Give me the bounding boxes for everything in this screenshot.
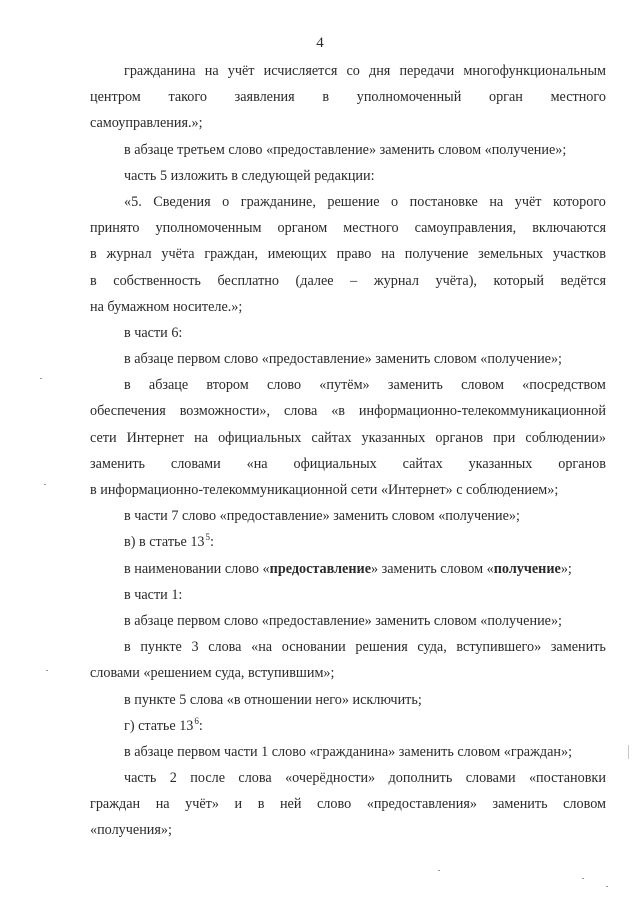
line-text: в абзаце первом части 1 слово «гражданина» заменить словом «граждан»; — [124, 743, 573, 760]
scan-speck — [40, 378, 42, 379]
line-text: в абзаце первом слово «предоставление» заменить словом «получение»; — [124, 612, 562, 629]
word: возможности», — [179, 403, 271, 420]
word: «на — [251, 639, 273, 656]
word: учёт — [227, 63, 255, 79]
superscript: 5 — [205, 532, 211, 543]
word: земельных — [478, 246, 544, 263]
text-line — [90, 163, 606, 189]
word: официальных — [218, 429, 302, 446]
text-line — [90, 268, 606, 294]
line-text: «получения»; — [90, 822, 172, 839]
word: постановке — [409, 193, 478, 210]
word: в — [124, 639, 131, 656]
word: заменить — [387, 377, 443, 394]
word: передачи — [399, 63, 455, 79]
text-line — [90, 634, 606, 660]
scan-speck — [582, 878, 584, 879]
word: ведётся — [560, 272, 606, 289]
text-line — [90, 739, 606, 765]
text-line — [90, 372, 606, 398]
text-part: в наименовании слово « — [124, 560, 270, 577]
word: Интернет — [126, 429, 185, 446]
word: о — [222, 193, 230, 210]
text-line — [90, 477, 606, 503]
word: словом — [461, 377, 504, 394]
word: вступившего» — [456, 639, 542, 656]
word: учёт» — [185, 796, 219, 813]
word: «предоставления» — [366, 796, 477, 813]
text-line — [90, 241, 606, 267]
word: решение — [327, 193, 380, 210]
word: центром — [90, 89, 141, 106]
word: включаются — [532, 220, 606, 237]
text-part: » заменить словом « — [371, 560, 494, 577]
word: основании — [281, 639, 346, 656]
word: «на — [246, 455, 268, 472]
word: журнал — [373, 272, 419, 289]
word: сайтах — [402, 455, 443, 472]
bold-word: предоставление — [269, 560, 371, 577]
word: словом — [563, 796, 606, 813]
word: ней — [279, 796, 302, 813]
word: в — [322, 89, 330, 106]
text-line — [90, 425, 606, 451]
line-text: в части 1: — [124, 586, 183, 603]
word: местного — [343, 220, 399, 237]
word: (далее — [295, 272, 334, 289]
word: – — [350, 272, 358, 289]
text-line — [90, 58, 606, 84]
word: учёт — [514, 193, 542, 210]
word: сети — [90, 429, 117, 446]
word: со — [346, 63, 360, 79]
word: в — [124, 377, 131, 394]
word: бесплатно — [217, 272, 279, 289]
word: заменить — [550, 639, 606, 656]
text-line — [90, 189, 606, 215]
word: орган — [488, 89, 523, 106]
line-text: самоуправления.»; — [90, 115, 203, 132]
scan-speck — [438, 870, 440, 871]
word: который — [493, 272, 544, 289]
item-tail: : — [210, 534, 214, 551]
word: «очерёдности» — [285, 770, 376, 787]
word: «постановки — [528, 770, 606, 787]
page-number: 4 — [316, 35, 324, 51]
word: указанных — [468, 455, 533, 472]
word: право — [336, 246, 372, 263]
scan-speck — [44, 484, 46, 485]
text-line — [90, 817, 606, 843]
item-tail: : — [198, 717, 203, 734]
text-line — [90, 84, 606, 110]
word: учёта), — [435, 272, 477, 289]
word: органов — [558, 455, 606, 472]
word: дополнить — [388, 770, 453, 787]
word: многофункциональным — [463, 63, 606, 79]
word: которого — [552, 193, 606, 210]
word: гражданине, — [240, 193, 316, 210]
document-body — [90, 58, 606, 844]
text-line — [90, 582, 606, 608]
word: органом — [277, 220, 328, 237]
word: принято — [90, 220, 140, 237]
text-line — [90, 556, 606, 582]
word: слова — [208, 639, 242, 656]
text-line — [90, 608, 606, 634]
scan-speck — [628, 745, 629, 759]
text-line — [90, 660, 606, 686]
text-line — [90, 294, 606, 320]
word: «5. — [124, 193, 142, 210]
word: участков — [552, 246, 606, 263]
word: исчисляется — [263, 63, 338, 79]
word: заменить — [90, 455, 146, 472]
article-item — [90, 529, 606, 555]
word: такого — [168, 89, 207, 106]
text-line — [90, 503, 606, 529]
text-line — [90, 791, 606, 817]
word: на — [194, 429, 209, 446]
scan-speck — [46, 670, 48, 671]
word: уполномоченным — [155, 220, 262, 237]
word: имеющих — [267, 246, 327, 263]
word: 3 — [191, 639, 199, 656]
word: пункте — [140, 639, 182, 656]
word: часть — [124, 770, 157, 787]
word: слова — [238, 770, 272, 787]
item-text: г) статье 13 — [124, 717, 194, 734]
word: о — [391, 193, 399, 210]
line-text: в части 7 слово «предоставление» заменить словом «получение»; — [124, 508, 520, 525]
word: граждан — [90, 796, 141, 813]
line-text: в абзаце третьем слово «предоставление» заменить словом «получение»; — [124, 141, 567, 158]
word: органов — [435, 429, 484, 446]
bold-word: получение — [493, 560, 561, 577]
line-text: часть 5 изложить в следующей редакции: — [124, 167, 375, 184]
word: информационно-телекоммуникационной — [358, 403, 606, 420]
word: при — [493, 429, 516, 446]
word: на — [204, 63, 219, 79]
word: официальных — [293, 455, 377, 472]
word: «путём» — [319, 377, 370, 394]
text-part: »; — [560, 560, 572, 577]
word: слово — [317, 796, 352, 813]
word: «в — [331, 403, 345, 420]
text-line — [90, 137, 606, 163]
word: словами — [465, 770, 516, 787]
word: соблюдении» — [525, 429, 606, 446]
text-line — [90, 765, 606, 791]
text-line — [90, 215, 606, 241]
word: заменить — [492, 796, 548, 813]
word: 2 — [169, 770, 177, 787]
word: в — [90, 272, 97, 289]
word: уполномоченный — [356, 89, 462, 106]
word: в — [257, 796, 265, 813]
word: получение — [404, 246, 469, 263]
text-line — [90, 110, 606, 136]
word: словами — [170, 455, 221, 472]
word: слово — [266, 377, 302, 394]
word: абзаце — [148, 377, 189, 394]
scan-speck — [606, 886, 608, 887]
text-line — [90, 398, 606, 424]
word: в — [90, 246, 97, 263]
word: местного — [550, 89, 606, 106]
text-line — [90, 451, 606, 477]
text-line — [90, 346, 606, 372]
word: после — [190, 770, 225, 787]
line-text: на бумажном носителе.»; — [90, 298, 243, 315]
word: собственность — [113, 272, 201, 289]
word: указанных — [361, 429, 426, 446]
word: журнал — [106, 246, 152, 263]
word: на — [489, 193, 504, 210]
line-text: словами «решением суда, вступившим»; — [90, 665, 335, 682]
line-text: в части 6: — [124, 324, 183, 341]
word: на — [381, 246, 396, 263]
word: Сведения — [153, 193, 211, 210]
superscript: 6 — [194, 715, 199, 726]
word: гражданина — [124, 63, 196, 79]
text-line — [90, 320, 606, 346]
item-text: в) в статье 13 — [124, 534, 205, 551]
word: обеспечения — [90, 403, 166, 420]
word: «посредством — [522, 377, 606, 394]
word: слова — [284, 403, 318, 420]
word: решения — [355, 639, 408, 656]
word: на — [155, 796, 170, 813]
word: граждан, — [204, 246, 259, 263]
word: сайтах — [311, 429, 352, 446]
word: суда, — [417, 639, 447, 656]
word: втором — [206, 377, 249, 394]
word: заявления — [234, 89, 295, 106]
word: самоуправления, — [414, 220, 517, 237]
word: и — [234, 796, 243, 813]
article-item — [90, 713, 606, 739]
line-text: в абзаце первом слово «предоставление» заменить словом «получение»; — [124, 351, 562, 368]
line-text: в пункте 5 слова «в отношении него» исключить; — [124, 691, 422, 708]
word: учёта — [161, 246, 195, 263]
text-line — [90, 687, 606, 713]
word: дня — [369, 63, 391, 79]
line-text: в информационно-телекоммуникационной сети «Интернет» с соблюдением»; — [90, 482, 559, 498]
